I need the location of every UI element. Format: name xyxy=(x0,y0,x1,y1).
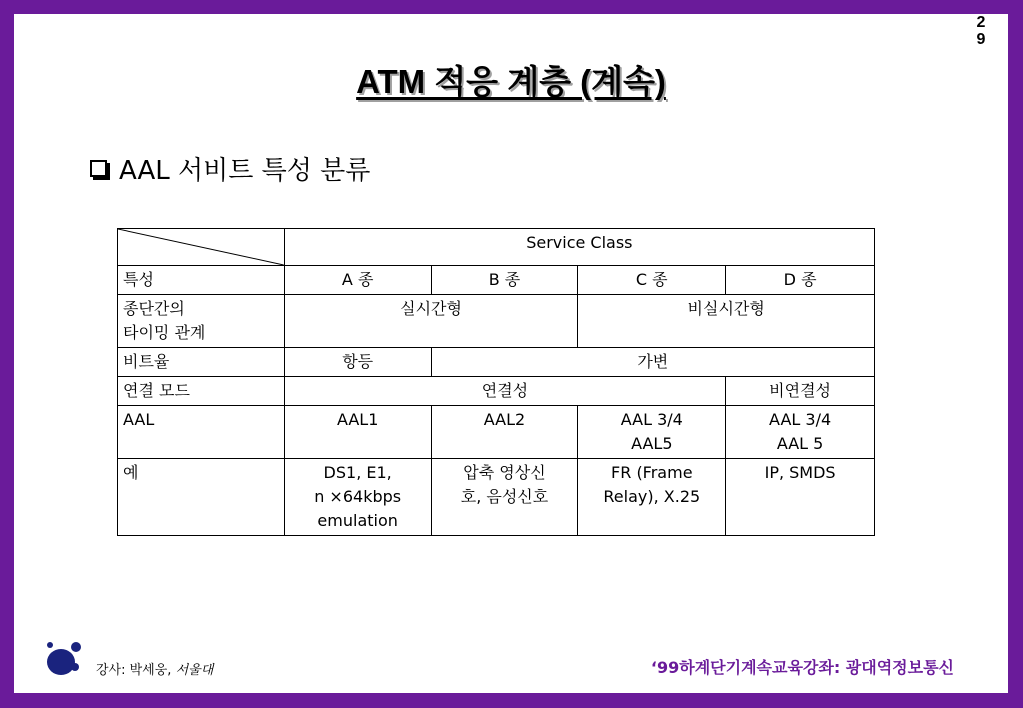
footer-course: ‘99하계단기계속교육강좌: 광대역정보통신 xyxy=(650,658,954,677)
bullet-text: AAL 서비트 특성 분류 xyxy=(119,156,371,186)
page-number-digit: 9 xyxy=(976,31,986,48)
table-cell xyxy=(578,406,726,459)
table-cell: 연결성 xyxy=(284,377,725,406)
table-cell: 가변 xyxy=(431,348,874,377)
cell-line: AAL 5 xyxy=(776,434,824,453)
university-logo-icon xyxy=(40,632,90,682)
table-cell xyxy=(431,459,578,536)
table-cell: 실시간형 xyxy=(284,295,578,348)
cell-line: Relay), X.25 xyxy=(603,487,701,506)
cell-line: n ×64kbps xyxy=(314,487,402,506)
cell-line: AAL5 xyxy=(631,434,673,453)
cell-line: 압축 영상신 xyxy=(463,463,546,482)
service-class-table xyxy=(117,228,875,536)
cell-line: AAL 3/4 xyxy=(620,410,683,429)
row-label: 연결 모드 xyxy=(118,377,285,406)
row-label: 특성 xyxy=(118,266,285,295)
page-number-digit: 2 xyxy=(976,14,986,31)
slide-title-text: ATM 적응 계층 (계속) xyxy=(356,63,666,100)
row-label: 예 xyxy=(118,459,285,536)
table-cell xyxy=(726,406,875,459)
table-row xyxy=(118,406,875,459)
table-row xyxy=(118,377,875,406)
row-label: 비트율 xyxy=(118,348,285,377)
cell-line: 호, 음성신호 xyxy=(460,487,549,506)
table-cell: 비실시간형 xyxy=(578,295,875,348)
slide xyxy=(14,14,1008,693)
row-label: AAL xyxy=(118,406,285,459)
table-cell: IP, SMDS xyxy=(726,459,875,536)
cell-line: AAL 3/4 xyxy=(769,410,832,429)
table-row xyxy=(118,348,875,377)
diagonal-line xyxy=(118,229,284,265)
cell-line: DS1, E1, xyxy=(323,463,392,482)
table-cell xyxy=(284,459,431,536)
table-row xyxy=(118,266,875,295)
service-class-header: Service Class xyxy=(284,229,874,266)
table-row xyxy=(118,459,875,536)
page-number xyxy=(974,14,988,48)
row-label-line: 종단간의 xyxy=(123,299,185,318)
checkbox-bullet-icon xyxy=(90,160,107,177)
row-label-line: 타이밍 관계 xyxy=(123,323,206,342)
bullet-item xyxy=(90,150,370,187)
table-cell: C 종 xyxy=(578,266,726,295)
table-cell: AAL1 xyxy=(284,406,431,459)
row-label xyxy=(118,295,285,348)
table-cell: A 종 xyxy=(284,266,431,295)
table-cell: 항등 xyxy=(284,348,431,377)
cell-line: emulation xyxy=(317,511,398,530)
slide-title xyxy=(14,56,1008,103)
cell-line: FR (Frame xyxy=(611,463,693,482)
instructor-text: 강사: 박세웅, xyxy=(96,663,176,678)
table-cell: B 종 xyxy=(431,266,578,295)
table-cell xyxy=(578,459,726,536)
table-row xyxy=(118,229,875,266)
footer-instructor xyxy=(96,659,213,678)
table-row xyxy=(118,295,875,348)
school-name: 서울대 xyxy=(175,663,214,678)
table-cell: AAL2 xyxy=(431,406,578,459)
diagonal-header-cell xyxy=(118,229,285,266)
table-cell: D 종 xyxy=(726,266,875,295)
table-cell: 비연결성 xyxy=(726,377,875,406)
